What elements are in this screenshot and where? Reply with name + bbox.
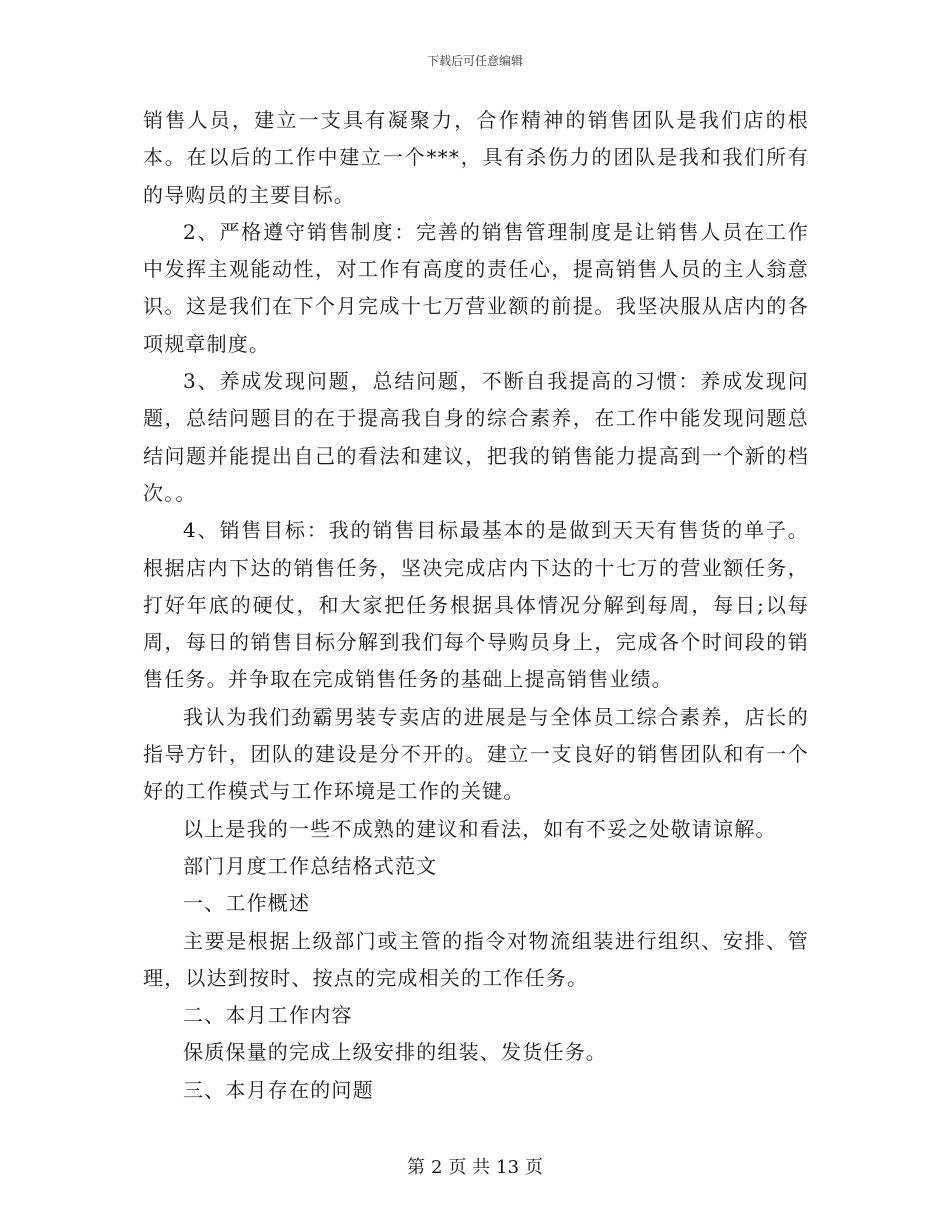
paragraph-conclusion: 我认为我们劲霸男装专卖店的进展是与全体员工综合素养，店长的指导方针，团队的建设是分不开的。建立一支良好的销售团队和有一个好的工作模式与工作环境是工作的关键。 [143,704,809,804]
page-header: 下载后可任意编辑 [426,54,523,68]
footer-middle: 页 共 [448,1157,491,1178]
page-footer [0,1153,950,1179]
paragraph-item-3: 3、养成发现问题，总结问题，不断自我提高的习惯：养成发现问题，总结问题目的在于提高我自身的综合素养，在工作中能发现问题总结问题并能提出自己的看法和建议，把我的销售能力提高到一个新的档次。。 [143,369,809,505]
footer-total-pages: 13 [496,1157,520,1178]
paragraph-content: 保质保量的完成上级安排的组装、发货任务。 [183,1040,607,1065]
paragraph-closing: 以上是我的一些不成熟的建议和看法，如有不妥之处敬请谅解。 [183,816,777,841]
paragraph-item-4: 4、销售目标：我的销售目标最基本的是做到天天有售货的单子。根据店内下达的销售任务，坚决完成店内下达的十七万的营业额任务，打好年底的硬仗，和大家把任务根据具体情况分解到每周，每日;以每周，每日的销售目标分解到我们每个导购员身上，完成各个时间段的销售任务。并争取在完成销售任务的基础上提高销售业绩。 [143,518,809,692]
footer-prefix: 第 [406,1157,425,1178]
paragraph-intro: 销售人员，建立一支具有凝聚力，合作精神的销售团队是我们店的根本。在以后的工作中建立一个***，具有杀伤力的团队是我和我们所有的导购员的主要目标。 [143,108,809,207]
paragraph-item-2: 2、严格遵守销售制度：完善的销售管理制度是让销售人员在工作中发挥主观能动性，对工作有高度的责任心，提高销售人员的主人翁意识。这是我们在下个月完成十七万营业额的前提。我坚决服从店内的各项规章制度。 [143,219,809,356]
footer-page-number: 2 [430,1157,443,1178]
paragraph-overview: 主要是根据上级部门或主管的指令对物流组装进行组织、安排、管理，以达到按时、按点的完成相关的工作任务。 [143,928,809,990]
footer-suffix: 页 [525,1157,544,1178]
document-body [143,102,809,1109]
heading-problems: 三、本月存在的问题 [183,1077,374,1102]
heading-overview: 一、工作概述 [183,891,311,916]
section-title: 部门月度工作总结格式范文 [183,853,438,878]
heading-content: 二、本月工作内容 [183,1003,353,1028]
